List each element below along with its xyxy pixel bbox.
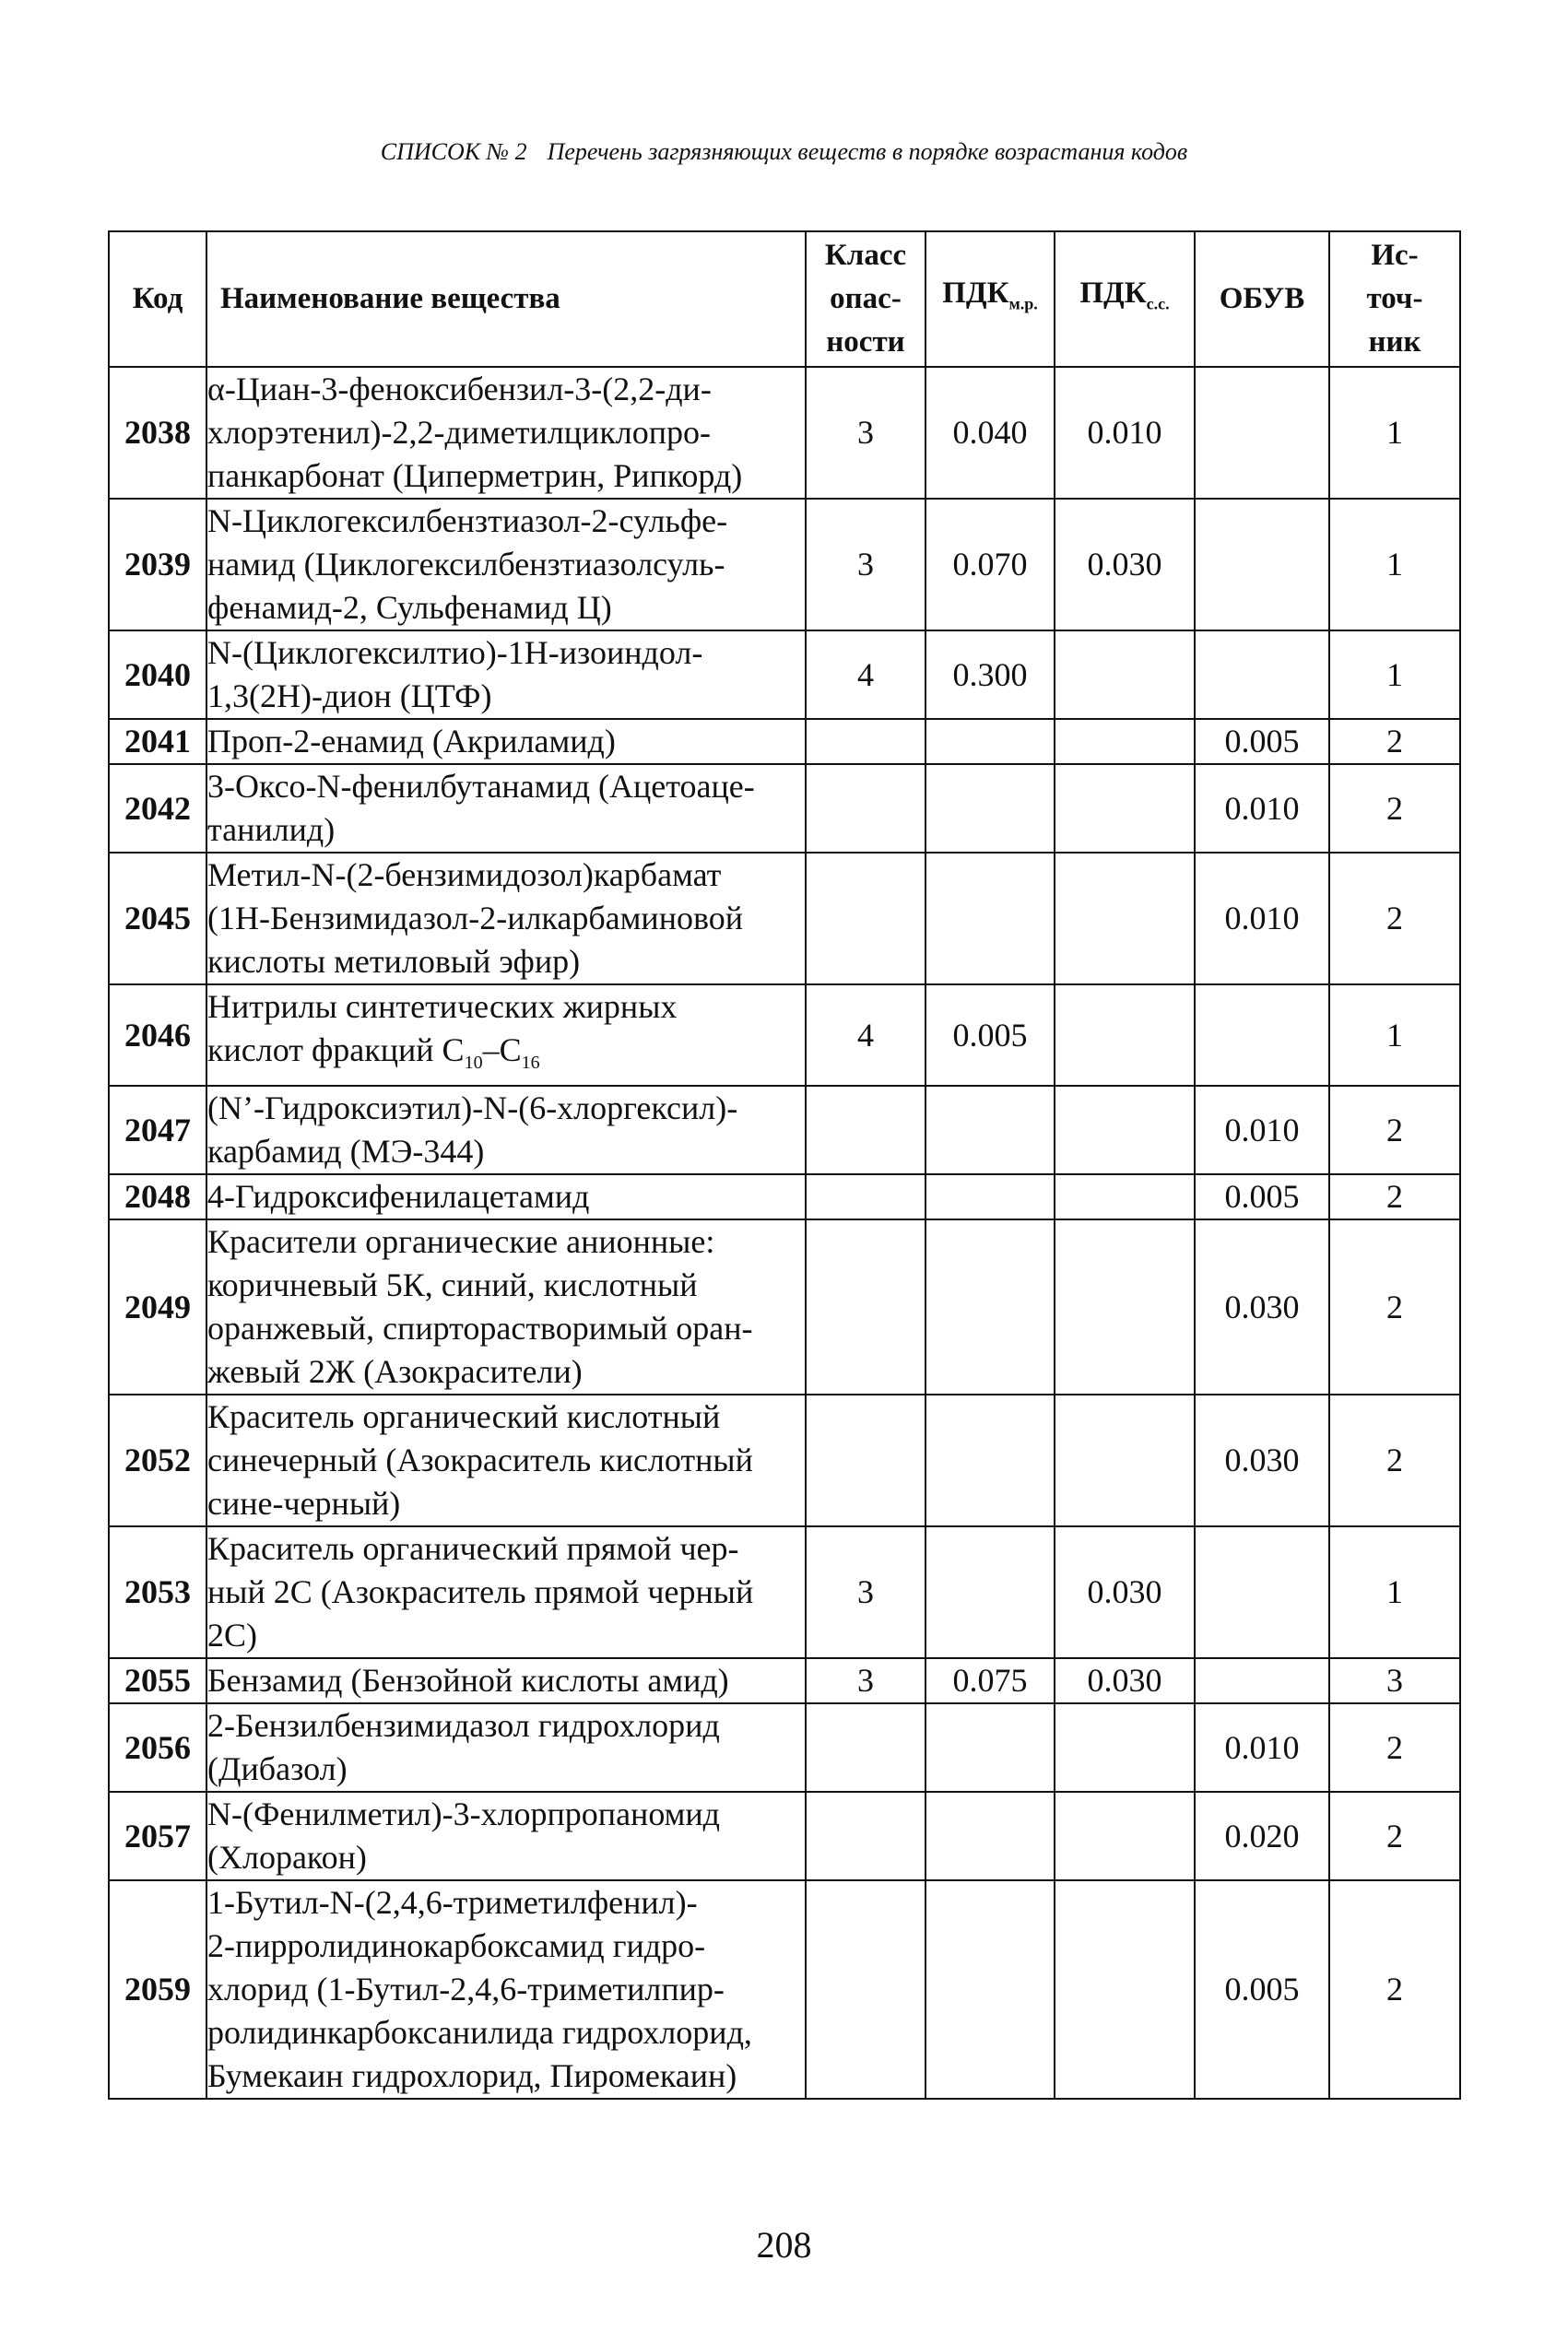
cell-code: 2055 [109,1658,206,1703]
cell-code: 2049 [109,1219,206,1395]
header-source-line: ник [1368,325,1421,359]
header-pdk-ss-label: ПДК [1079,277,1147,311]
header-hazard-class [806,231,925,367]
page-number: 208 [756,2224,812,2266]
name-line: α-Циан-3-феноксибензил-3-(2,2-ди- [207,371,712,407]
cell-source: 2 [1329,1219,1460,1395]
name-line: Нитрилы синтетических жирных [207,988,678,1025]
name-line: панкарбонат (Циперметрин, Рипкорд) [207,457,743,494]
header-name: Наименование вещества [206,231,806,367]
cell-source: 2 [1329,1174,1460,1219]
cell-pdk-ss [1055,1395,1195,1526]
cell-source: 1 [1329,984,1460,1086]
cell-hazard-class: 3 [806,1658,925,1703]
cell-pdk-mr: 0.070 [925,499,1055,630]
name-line: 2-пирролидинокарбоксамид гидро- [207,1927,706,1965]
table-row [109,1395,1460,1526]
cell-code: 2047 [109,1086,206,1174]
header-pdk-ss-sub: с.с. [1146,294,1170,313]
cell-pdk-mr [925,1219,1055,1395]
header-pdk-ss [1055,231,1195,367]
cell-hazard-class [806,1219,925,1395]
page-header [0,138,1568,166]
cell-name [206,1395,806,1526]
table-body [109,367,1460,2099]
table-header-row [109,231,1460,367]
cell-code: 2059 [109,1880,206,2099]
header-code: Код [109,231,206,367]
cell-hazard-class: 4 [806,984,925,1086]
name-line: 2-Бензилбензимидазол гидрохлорид [207,1707,720,1745]
header-hazard-class-line: Класс [824,239,907,272]
cell-name [206,853,806,984]
cell-code: 2040 [109,630,206,719]
header-pdk-mr-sub: м.р. [1008,294,1038,313]
table-row [109,1703,1460,1792]
list-title: Перечень загрязняющих веществ в порядке возрастания кодов [547,138,1188,165]
cell-pdk-mr [925,1880,1055,2099]
name-line: Проп-2-енамид (Акриламид) [207,723,616,759]
name-line: намид (Циклогексилбензтиазолсуль- [207,546,725,583]
cell-pdk-ss [1055,764,1195,853]
cell-pdk-ss [1055,1219,1195,1395]
name-line: N-(Фенилметил)-3-хлорпропаномид [207,1796,720,1833]
cell-name [206,1174,806,1219]
cell-source: 1 [1329,630,1460,719]
name-line: карбамид (МЭ-344) [207,1133,485,1171]
name-fragment: 16 [521,1053,540,1074]
cell-name [206,719,806,764]
name-line: (N’-Гидроксиэтил)-N-(6-хлоргексил)- [207,1089,738,1127]
cell-hazard-class [806,1703,925,1792]
cell-code: 2042 [109,764,206,853]
cell-hazard-class [806,1880,925,2099]
cell-obuv [1195,630,1329,719]
cell-pdk-mr: 0.040 [925,367,1055,499]
cell-hazard-class: 4 [806,630,925,719]
name-line: 4-Гидроксифенилацетамид [207,1178,590,1216]
header-hazard-class-line: ности [826,325,905,359]
table-row [109,1880,1460,2099]
cell-source: 3 [1329,1658,1460,1703]
cell-pdk-ss: 0.030 [1055,499,1195,630]
cell-pdk-mr [925,1174,1055,1219]
list-number: СПИСОК № 2 [380,138,527,165]
table-row [109,367,1460,499]
table-row [109,630,1460,719]
name-line: танилид) [207,811,336,848]
cell-obuv [1195,367,1329,499]
header-obuv: ОБУВ [1195,231,1329,367]
cell-pdk-mr: 0.075 [925,1658,1055,1703]
cell-pdk-ss [1055,1086,1195,1174]
header-source-line: точ- [1366,282,1423,315]
name-line: кислоты метиловый эфир) [207,943,581,980]
cell-name [206,1703,806,1792]
name-line: Красители органические анионные: [207,1223,715,1261]
name-line: 1,3(2Н)-дион (ЦТФ) [207,677,492,714]
cell-pdk-ss: 0.030 [1055,1526,1195,1658]
table-row [109,719,1460,764]
cell-hazard-class [806,1792,925,1880]
cell-pdk-ss [1055,1792,1195,1880]
name-line [207,1029,805,1085]
cell-obuv: 0.005 [1195,1174,1329,1219]
table-row [109,1174,1460,1219]
cell-name [206,367,806,499]
cell-obuv: 0.010 [1195,1086,1329,1174]
name-line: хлорэтенил)-2,2-диметилциклопро- [207,414,712,451]
cell-obuv: 0.005 [1195,719,1329,764]
cell-source: 2 [1329,1086,1460,1174]
name-line: ролидинкарбоксанилида гидрохлорид, [207,2014,752,2052]
cell-hazard-class [806,719,925,764]
cell-source: 2 [1329,1880,1460,2099]
cell-source: 1 [1329,1526,1460,1658]
cell-source: 2 [1329,1395,1460,1526]
cell-pdk-ss: 0.010 [1055,367,1195,499]
cell-pdk-mr [925,1395,1055,1526]
cell-obuv: 0.030 [1195,1395,1329,1526]
cell-code: 2045 [109,853,206,984]
cell-pdk-mr [925,853,1055,984]
header-source [1329,231,1460,367]
cell-name [206,499,806,630]
name-line: Бумекаин гидрохлорид, Пиромекаин) [207,2057,737,2095]
cell-source: 2 [1329,1703,1460,1792]
cell-name [206,630,806,719]
name-line: оранжевый, спирторастворимый оран- [207,1310,753,1348]
header-pdk-mr-label: ПДК [942,277,1009,311]
cell-pdk-ss [1055,630,1195,719]
cell-name [206,1526,806,1658]
cell-hazard-class: 3 [806,499,925,630]
cell-code: 2038 [109,367,206,499]
cell-code: 2056 [109,1703,206,1792]
cell-name [206,1219,806,1395]
cell-hazard-class [806,1174,925,1219]
cell-code: 2048 [109,1174,206,1219]
cell-code: 2052 [109,1395,206,1526]
name-line: (Дибазол) [207,1750,348,1788]
cell-obuv: 0.030 [1195,1219,1329,1395]
name-line: 2С) [207,1617,257,1654]
name-line: сине-черный) [207,1485,401,1523]
cell-hazard-class [806,1086,925,1174]
cell-pdk-mr: 0.005 [925,984,1055,1086]
cell-hazard-class [806,853,925,984]
cell-pdk-mr: 0.300 [925,630,1055,719]
cell-pdk-ss: 0.030 [1055,1658,1195,1703]
cell-hazard-class: 3 [806,367,925,499]
name-line: синечерный (Азокраситель кислотный [207,1442,753,1479]
cell-pdk-mr [925,1086,1055,1174]
cell-obuv: 0.020 [1195,1792,1329,1880]
name-fragment: 10 [464,1053,483,1074]
cell-name [206,984,806,1086]
cell-obuv: 0.010 [1195,764,1329,853]
table-row [109,499,1460,630]
table-row [109,1086,1460,1174]
cell-pdk-ss [1055,1703,1195,1792]
name-line: хлорид (1-Бутил-2,4,6-триметилпир- [207,1971,725,2008]
name-fragment: –С [482,1031,522,1068]
name-line: коричневый 5К, синий, кислотный [207,1266,698,1304]
cell-code: 2039 [109,499,206,630]
name-line: (1Н-Бензимидазол-2-илкарбаминовой [207,900,743,936]
cell-source: 2 [1329,764,1460,853]
cell-pdk-ss [1055,984,1195,1086]
cell-pdk-ss [1055,719,1195,764]
cell-name [206,1658,806,1703]
cell-hazard-class [806,1395,925,1526]
cell-pdk-mr [925,1526,1055,1658]
header-source-line: Ис- [1371,239,1419,272]
cell-pdk-mr [925,1792,1055,1880]
table-row [109,1219,1460,1395]
cell-source: 1 [1329,367,1460,499]
cell-obuv: 0.010 [1195,1703,1329,1792]
cell-code: 2057 [109,1792,206,1880]
cell-pdk-ss [1055,1174,1195,1219]
name-line: жевый 2Ж (Азокрасители) [207,1353,583,1391]
cell-obuv: 0.005 [1195,1880,1329,2099]
name-line: 3-Оксо-N-фенилбутанамид (Ацетоаце- [207,768,755,805]
name-line: Краситель органический кислотный [207,1398,721,1436]
cell-obuv [1195,1658,1329,1703]
substances-table [108,230,1461,2100]
cell-name [206,1792,806,1880]
table-row [109,1526,1460,1658]
name-line: фенамид-2, Сульфенамид Ц) [207,589,612,626]
cell-obuv: 0.010 [1195,853,1329,984]
table-row [109,1658,1460,1703]
name-line: Бензамид (Бензойной кислоты амид) [207,1662,729,1700]
cell-pdk-mr [925,764,1055,853]
table-row [109,984,1460,1086]
cell-name [206,764,806,853]
name-line: (Хлоракон) [207,1839,367,1877]
name-line: N-Циклогексилбензтиазол-2-сульфе- [207,502,728,539]
header-hazard-class-line: опас- [830,282,902,315]
cell-code: 2053 [109,1526,206,1658]
table-row [109,1792,1460,1880]
cell-hazard-class [806,764,925,853]
cell-obuv [1195,499,1329,630]
name-line: Краситель органический прямой чер- [207,1530,739,1568]
cell-pdk-ss [1055,1880,1195,2099]
cell-source: 2 [1329,1792,1460,1880]
cell-pdk-mr [925,1703,1055,1792]
cell-source: 1 [1329,499,1460,630]
name-line: Метил-N-(2-бензимидозол)карбамат [207,856,722,893]
table-row [109,764,1460,853]
table-row [109,853,1460,984]
cell-code: 2041 [109,719,206,764]
cell-source: 2 [1329,853,1460,984]
name-line: ный 2С (Азокраситель прямой черный [207,1573,754,1611]
cell-code: 2046 [109,984,206,1086]
name-line: 1-Бутил-N-(2,4,6-триметилфенил)- [207,1884,698,1922]
cell-pdk-mr [925,719,1055,764]
cell-name [206,1880,806,2099]
cell-hazard-class: 3 [806,1526,925,1658]
cell-source: 2 [1329,719,1460,764]
cell-name [206,1086,806,1174]
header-pdk-mr [925,231,1055,367]
cell-obuv [1195,984,1329,1086]
name-fragment: кислот фракций С [207,1031,465,1068]
name-line: N-(Циклогексилтио)-1Н-изоиндол- [207,634,703,671]
cell-obuv [1195,1526,1329,1658]
cell-pdk-ss [1055,853,1195,984]
